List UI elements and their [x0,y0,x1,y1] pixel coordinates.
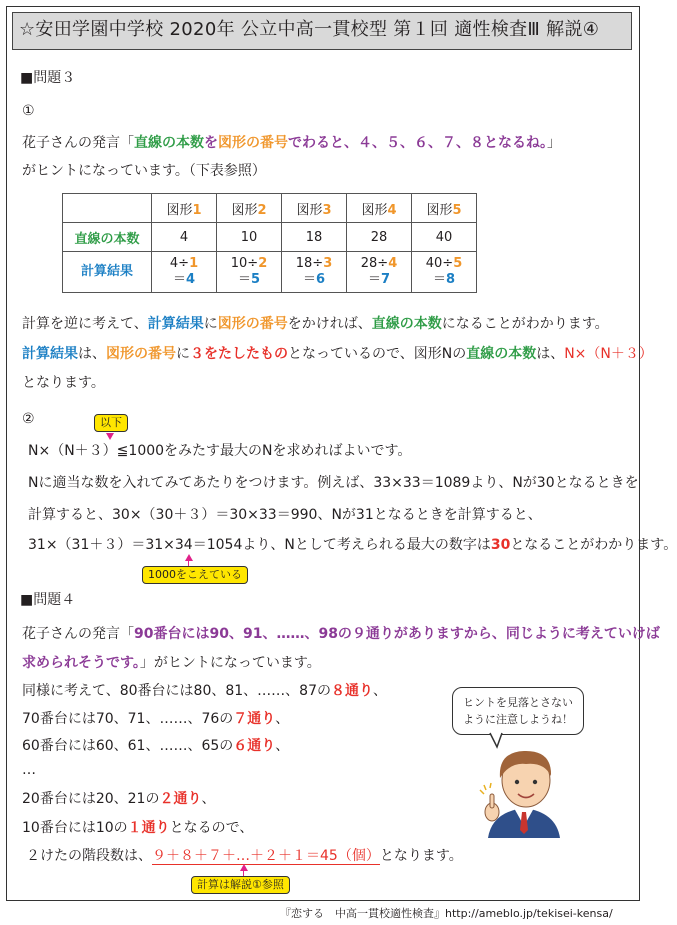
row-label-lines: 直線の本数 [63,223,152,252]
speech-bubble: ヒントを見落とさない ように注意しようね！ [452,687,584,735]
table-cell: 10 [217,223,282,252]
q4-final-line: ２けたの階段数は、９＋８＋７＋…＋２＋１＝45（個）となります。 [26,848,463,864]
teacher-character-icon [478,742,570,838]
q3-part2-line4: 31×（31＋３）＝31×34＝1054より、Nとして考えられる最大の数字は30となることがわかります。 [28,537,677,553]
table-header-cell: 図形1 [152,194,217,223]
calc-table [62,193,477,293]
tag-over-1000: 1000をこえている [142,566,248,584]
table-header-cell: 図形4 [347,194,412,223]
tag-ika: 以下 [94,414,128,432]
table-cell: 18 [282,223,347,252]
page-title: ☆安田学園中学校 2020年 公立中高一貫校型 第１回 適性検査Ⅲ 解説④ [12,12,632,50]
arrow-up-icon [185,554,193,561]
q3-part2-line3: 計算すると、30×（30＋３）＝30×33＝990、Nが31となるときを計算すると、 [28,507,542,523]
q3-part2-line1: N×（N＋３）≦1000をみたす最大のNを求めればよいです。 [28,443,412,459]
footer-source: 『恋する 中高一貫校適性検査』http://ameblo.jp/tekisei-kensa/ [280,907,613,920]
table-cell: 4 [152,223,217,252]
q4-row: 70番台には70、71、……、76の７通り、 [22,711,290,727]
table-cell: 40÷5 ＝8 [412,252,477,293]
q4-hint-line1: 花子さんの発言「90番台には90、91、……、98の９通りがありますから、同じように考えていけば [22,626,660,642]
q4-row: … [22,762,36,778]
q4-row: 60番台には60、61、……、65の６通り、 [22,738,290,754]
q3-hint-line1: 花子さんの発言「直線の本数を図形の番号でわると、４、５、６、７、８となるね。」 [22,135,561,151]
table-cell: 18÷3 ＝6 [282,252,347,293]
table-cell: 28÷4 ＝7 [347,252,412,293]
table-corner [63,194,152,223]
table-header-cell: 図形2 [217,194,282,223]
table-header-cell: 図形5 [412,194,477,223]
q3-explanation-2: 計算結果は、図形の番号に３をたしたものとなっているので、図形Nの直線の本数は、N×（N＋３） [22,346,653,362]
q4-row: 10番台には10の１通りとなるので、 [22,820,254,836]
q3-heading: ■問題３ [20,70,76,86]
arrow-up-icon [240,864,248,871]
q3-explanation-1: 計算を逆に考えて、計算結果に図形の番号をかければ、直線の本数になることがわかります。 [22,316,609,332]
table-cell: 4÷1 ＝4 [152,252,217,293]
q3-part2-marker: ② [22,411,35,427]
row-label-result: 計算結果 [63,252,152,293]
q4-row: 同様に考えて、80番台には80、81、……、87の８通り、 [22,683,387,699]
arrow-down-icon [106,433,114,440]
tag-calc-ref: 計算は解説①参照 [191,876,290,894]
table-cell: 40 [412,223,477,252]
q4-heading: ■問題４ [20,592,76,608]
q3-hint-line2: がヒントになっています。（下表参照） [22,163,266,179]
table-cell: 10÷2 ＝5 [217,252,282,293]
q4-hint-line2: 求められそうです。」がヒントになっています。 [22,655,321,671]
q3-part1-marker: ① [22,103,35,119]
q3-part2-line2: Nに適当な数を入れてみてあたりをつけます。例えば、33×33＝1089より、Nが30となるときを [28,475,639,491]
table-cell: 28 [347,223,412,252]
q3-explanation-3: となります。 [22,375,105,391]
table-header-cell: 図形3 [282,194,347,223]
q4-row: 20番台には20、21の２通り、 [22,791,216,807]
